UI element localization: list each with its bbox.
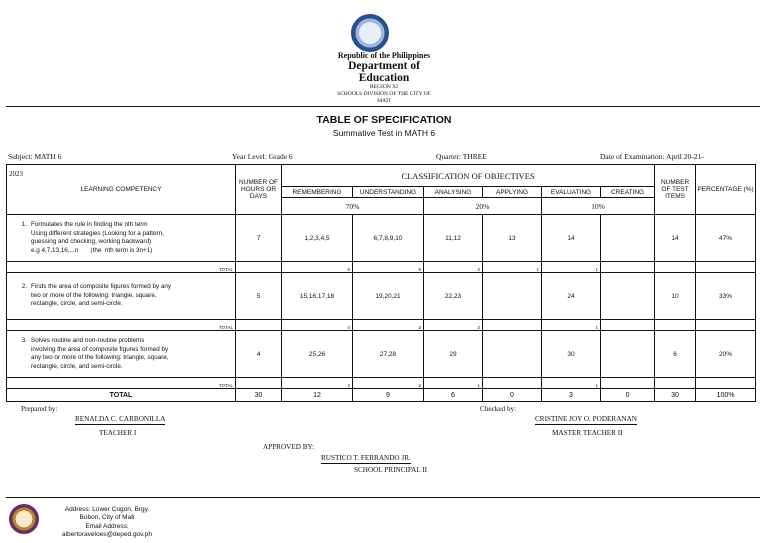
understanding-header: UNDERSTANDING [353,187,424,198]
prepared-by-name: RENALDA C. CARBONILLA [75,416,165,425]
subtotal-cell [601,262,655,273]
applying-cell [483,273,542,320]
classification-header: CLASSIFICATION OF OBJECTIVES [282,165,655,187]
approved-by-label: APPROVED BY: [263,443,315,451]
grand-total-applying: 0 [483,389,542,402]
specification-table [6,164,756,402]
understanding-cell: 27,28 [353,331,424,378]
exam-year: 2023 [9,170,23,178]
hours-cell: 7 [236,215,282,262]
creating-cell [601,215,655,262]
easy-percentage: 70% [282,198,424,215]
header-division: SCHOOLS DIVISION OF THE CITY OF [337,91,431,97]
subtotal-cell: 2 [424,262,483,273]
competency-line: Solves routine and non-routine problems [31,337,145,344]
subtotal-cell: 1 [542,320,601,331]
subtotal-cell: 2 [424,320,483,331]
checked-by-label: Checked by: [480,405,517,413]
grand-total-row [7,389,756,402]
quarter-label: Quarter: THREE [436,152,487,161]
remembering-cell: 15,16,17,18 [282,273,353,320]
prepared-by-label: Prepared by: [21,405,58,413]
header-region: REGION XI [370,84,398,90]
subtotal-row [7,262,756,273]
evaluating-cell: 24 [542,273,601,320]
table-row [7,215,756,262]
subtotal-cell [601,320,655,331]
document-subtitle: Summative Test in MATH 6 [332,128,436,138]
grand-total-analysing: 6 [424,389,483,402]
prepared-by-title: TEACHER I [99,429,137,437]
competency-line: Formulates the rule in finding the nth term [31,221,148,228]
applying-header: APPLYING [483,187,542,198]
subtotal-cell: 1 [483,262,542,273]
subtotal-cell: 5 [353,262,424,273]
competency-line: Finds the area of composite figures formed by any [31,283,172,291]
footer-divider [6,497,760,498]
analysing-cell: 22,23 [424,273,483,320]
grand-total-evaluating: 3 [542,389,601,402]
competency-line: e.g 4,7,13,16,...n (the nth term is 3n+1) [31,246,153,254]
subtotal-cell [483,378,542,389]
creating-header: CREATING [601,187,655,198]
items-cell: 14 [655,215,696,262]
percentage-cell: 47% [696,215,756,262]
remembering-cell: 1,2,3,4,5 [282,215,353,262]
percentage-header: PERCENTAGE (%) [696,165,756,215]
understanding-cell: 19,20,21 [353,273,424,320]
competency-line: rectangle, circle, and semi-circle. [31,362,123,370]
hours-cell: 4 [236,331,282,378]
applying-cell [483,331,542,378]
header-city: MATI [377,98,391,104]
subtotal-cell: 4 [282,320,353,331]
competency-cell [7,331,236,378]
table-row [7,273,756,320]
items-cell: 6 [655,331,696,378]
grand-total-items: 30 [655,389,696,402]
analysing-header: ANALYSING [424,187,483,198]
hours-cell: 5 [236,273,282,320]
grand-total-percentage: 100% [696,389,756,402]
subtotal-cell: 2 [282,378,353,389]
footer-address [52,506,162,540]
table-row [7,331,756,378]
address-line: Address: Lower Cogon, Brgy. [64,506,150,513]
grand-total-hours: 30 [236,389,282,402]
evaluating-cell: 30 [542,331,601,378]
approved-by-name: RUSTICO T. FERRANDO JR. [321,455,411,464]
competency-line: rectangle, circle, and semi-circle. [31,300,123,308]
email-address: albertoraveloes@deped.gov.ph [62,531,152,539]
email-label: Email Address: [85,522,129,530]
competency-number: 3. [21,337,27,344]
grand-total-label: TOTAL [7,389,236,402]
competency-line: involving the area of composite figures formed by [31,345,169,353]
creating-cell [601,273,655,320]
competency-number: 1. [21,221,27,228]
subtotal-cell: 1 [424,378,483,389]
checked-by-title: MASTER TEACHER II [552,429,623,437]
subtotal-label: TOTAL [7,262,236,273]
grand-total-understanding: 9 [353,389,424,402]
competency-line: Using different strategies (Looking for a pattern, [31,229,164,237]
header-divider [6,106,760,107]
grand-total-remembering: 12 [282,389,353,402]
subtotal-cell: 1 [542,378,601,389]
applying-cell: 13 [483,215,542,262]
percentage-cell: 33% [696,273,756,320]
school-seal-icon [9,504,39,534]
header-department: Department of [348,60,420,72]
deped-seal-icon [351,14,389,52]
difficult-percentage: 10% [542,198,655,215]
remembering-header: REMEMBERING [282,187,353,198]
exam-date-label: Date of Examination: April 20-21- [600,152,704,161]
subtotal-cell: 3 [353,320,424,331]
subtotal-cell [483,320,542,331]
competency-line: any two or more of the following: triangle, square, [31,354,169,361]
subtotal-cell [601,378,655,389]
test-items-header: NUMBER OF TEST ITEMS [655,165,696,215]
subtotal-cell: 5 [282,262,353,273]
competency-number: 2. [21,283,27,291]
understanding-cell: 6,7,8,9,10 [353,215,424,262]
evaluating-cell: 14 [542,215,601,262]
competency-cell [7,273,236,320]
items-cell: 10 [655,273,696,320]
creating-cell [601,331,655,378]
competency-line: guessing and checking, working backward) [31,238,152,245]
year-level-label: Year Level: Grade 6 [232,152,293,161]
competency-header-label: LEARNING COMPETENCY [80,186,162,193]
address-line: Bobon, City of Mati [79,514,135,522]
document-title: TABLE OF SPECIFICATION [316,114,452,126]
competency-header [7,165,236,215]
subtotal-cell: 1 [542,262,601,273]
header-republic: Republic of the Philippines [337,51,431,60]
approved-by-title: SCHOOL PRINCIPAL II [354,466,428,474]
analysing-cell: 29 [424,331,483,378]
remembering-cell: 25,26 [282,331,353,378]
hours-header: NUMBER OF HOURS OR DAYS [236,165,282,215]
grand-total-creating: 0 [601,389,655,402]
checked-by-name: CRISTINE JOY O. PODERANAN [535,416,637,425]
percentage-cell: 20% [696,331,756,378]
competency-cell [7,215,236,262]
average-percentage: 20% [424,198,542,215]
header-education: Education [358,72,410,84]
subject-label: Subject: MATH 6 [8,152,62,161]
subtotal-label: TOTAL [7,320,236,331]
subtotal-cell: 2 [353,378,424,389]
competency-line: two or more of the following: triangle, square, [31,291,157,299]
subtotal-row [7,378,756,389]
analysing-cell: 11,12 [424,215,483,262]
subtotal-row [7,320,756,331]
evaluating-header: EVALUATING [542,187,601,198]
subtotal-label: TOTAL [7,378,236,389]
